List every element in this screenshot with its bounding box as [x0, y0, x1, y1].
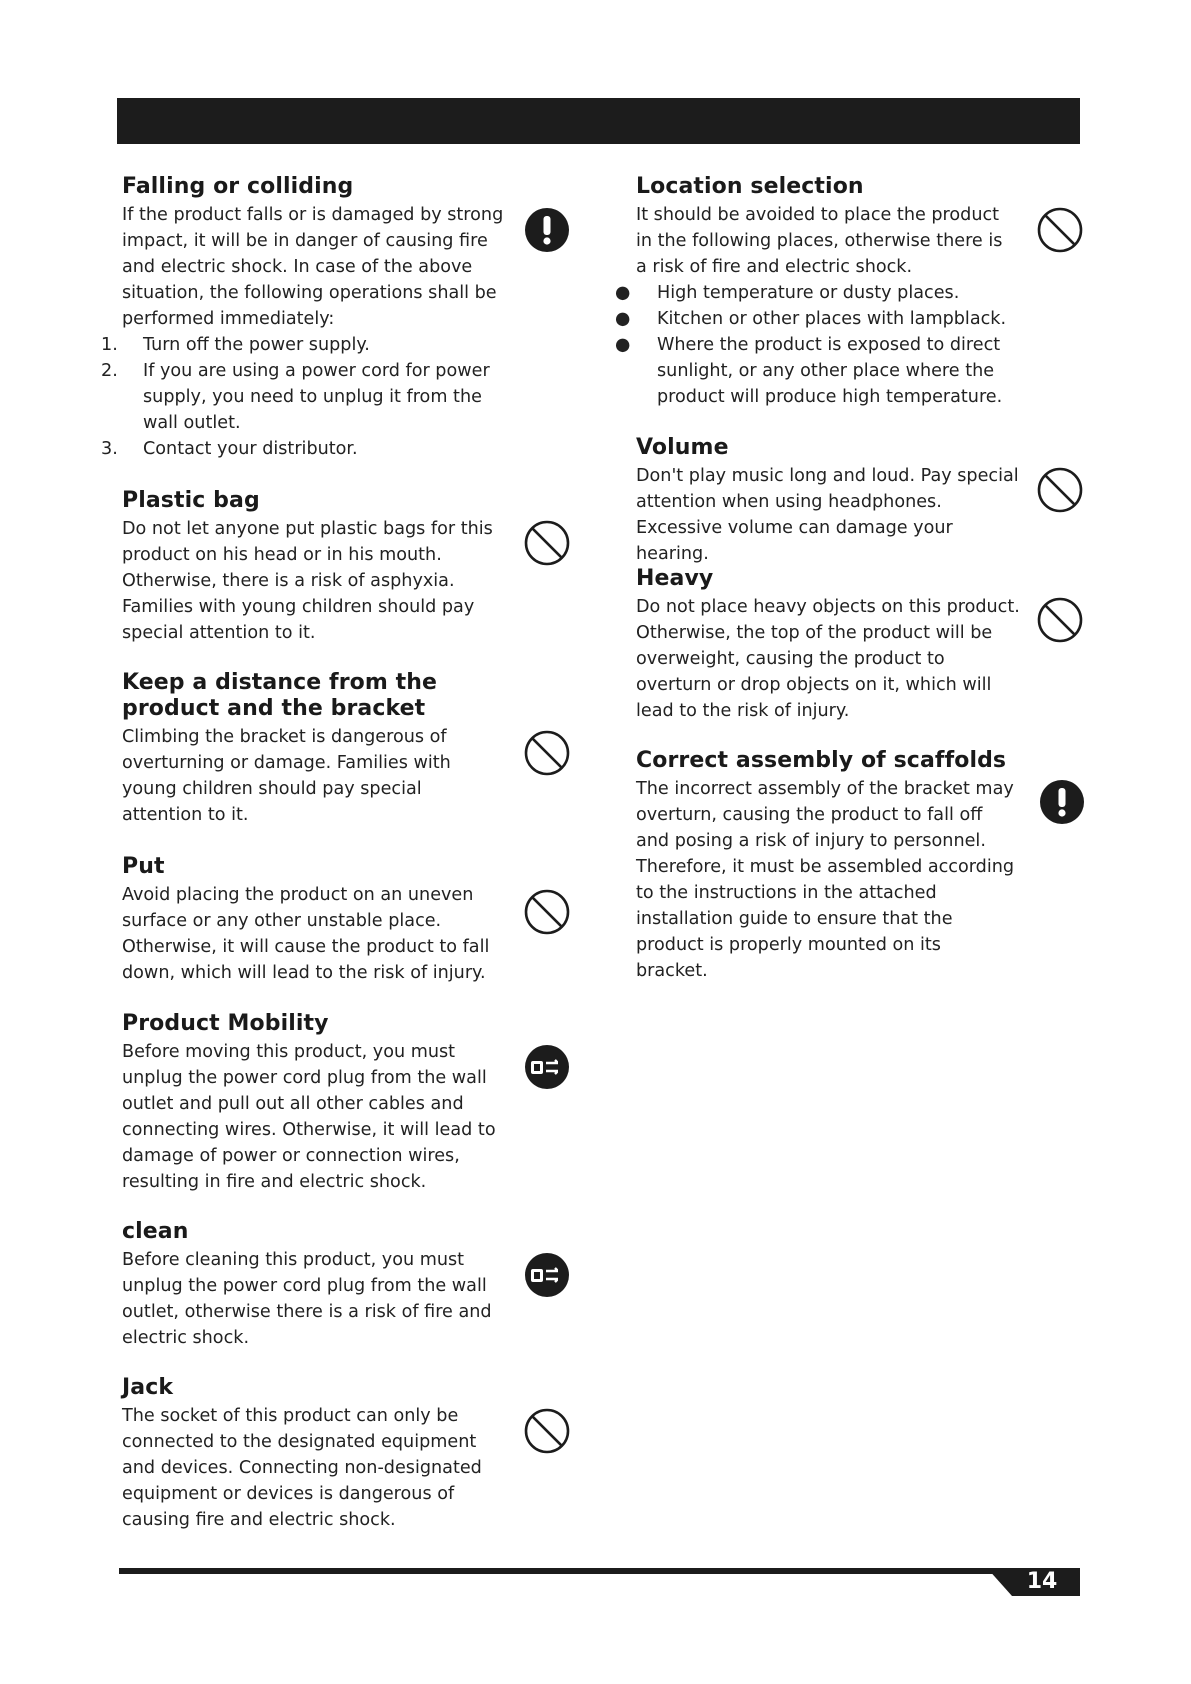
section-jack: [122, 1375, 512, 1533]
prohibition-icon: [524, 520, 570, 566]
section-plastic-bag: [122, 488, 512, 646]
section-title: clean: [122, 1219, 189, 1244]
section-body: Do not let anyone put plastic bags for this product on his head or in his mouth. Otherwise, there is a risk of asphyxia. Families with young children should pay special attention to it.: [122, 519, 493, 643]
section-body: The socket of this product can only be connected to the designated equipment and devices. Connecting non-designated equipment or devices is dangerous of causing fire and electric shock.: [122, 1406, 482, 1530]
section-falling-or-colliding: [101, 174, 512, 462]
section-put: [122, 854, 512, 986]
section-body: Don't play music long and loud. Pay special attention when using headphones. Excessive volume can damage your hearing.: [636, 466, 1019, 564]
section-product-mobility: [122, 1011, 512, 1195]
prohibition-icon: [524, 1408, 570, 1454]
header-bar: [117, 98, 1080, 144]
section-location-selection: [615, 174, 1026, 410]
section-heavy: [636, 566, 1026, 724]
prohibition-icon: [1037, 207, 1083, 253]
section-body: Climbing the bracket is dangerous of overturning or damage. Families with young children should pay special attention to it.: [122, 727, 451, 825]
section-body: Do not place heavy objects on this product. Otherwise, the top of the product will be overweight, causing the product to overturn or drop objects on it, which will lead to the risk of injury.: [636, 597, 1020, 721]
list-item: 2. If you are using a power cord for power supply, you need to unplug it from the wall outlet.: [101, 361, 490, 433]
prohibition-icon: [524, 730, 570, 776]
exclamation-icon: [524, 207, 570, 253]
unplug-icon: [524, 1044, 570, 1090]
unplug-icon: [524, 1252, 570, 1298]
section-clean: [122, 1219, 512, 1351]
exclamation-icon: [1039, 779, 1085, 825]
section-title: Location selection: [636, 174, 864, 199]
prohibition-icon: [1037, 597, 1083, 643]
section-title: Volume: [636, 435, 729, 460]
section-title: Put: [122, 854, 165, 879]
section-title: Plastic bag: [122, 488, 260, 513]
section-body: It should be avoided to place the product in the following places, otherwise there is a risk of fire and electric shock.: [636, 205, 1003, 277]
section-body: Avoid placing the product on an uneven surface or any other unstable place. Otherwise, it will cause the product to fall down, which will lead to the risk of injury.: [122, 885, 490, 983]
section-title: Correct assembly of scaffolds: [636, 748, 1007, 773]
list-item: ● Where the product is exposed to direct sunlight, or any other place where the product will produce high temperature.: [615, 335, 1003, 407]
section-body: The incorrect assembly of the bracket may overturn, causing the product to fall off and posing a risk of injury to personnel. Therefore, it must be assembled according to the instructions in the attached installation guide to ensure that the product is properly mounted on its bracket.: [636, 779, 1015, 981]
list-item: 1. Turn off the power supply.: [101, 335, 370, 355]
list-item: 3. Contact your distributor.: [101, 439, 358, 459]
section-title: Product Mobility: [122, 1011, 329, 1036]
section-title: Falling or colliding: [122, 174, 354, 199]
section-volume: [636, 435, 1026, 567]
section-body: Before moving this product, you must unplug the power cord plug from the wall outlet and pull out all other cables and connecting wires. Otherwise, it will lead to damage of power or connection wires, resulting in fire and electric shock.: [122, 1042, 496, 1192]
section-body: Before cleaning this product, you must unplug the power cord plug from the wall outlet, otherwise there is a risk of fire and electric shock.: [122, 1250, 492, 1348]
list-item: ● High temperature or dusty places.: [615, 283, 960, 303]
section-body: If the product falls or is damaged by strong impact, it will be in danger of causing fire and electric shock. In case of the above situation, the following operations shall be performed immediately:: [122, 205, 504, 329]
section-title: Keep a distance from the product and the bracket: [122, 670, 438, 721]
section-title: Heavy: [636, 566, 714, 591]
section-keep-distance: [122, 670, 522, 828]
page-number: 14: [1026, 1569, 1058, 1594]
list-item: ● Kitchen or other places with lampblack.: [615, 309, 1007, 329]
section-title: Jack: [122, 1375, 174, 1400]
section-correct-assembly: [636, 748, 1026, 984]
prohibition-icon: [524, 889, 570, 935]
prohibition-icon: [1037, 467, 1083, 513]
footer-rule: [119, 1568, 1079, 1574]
